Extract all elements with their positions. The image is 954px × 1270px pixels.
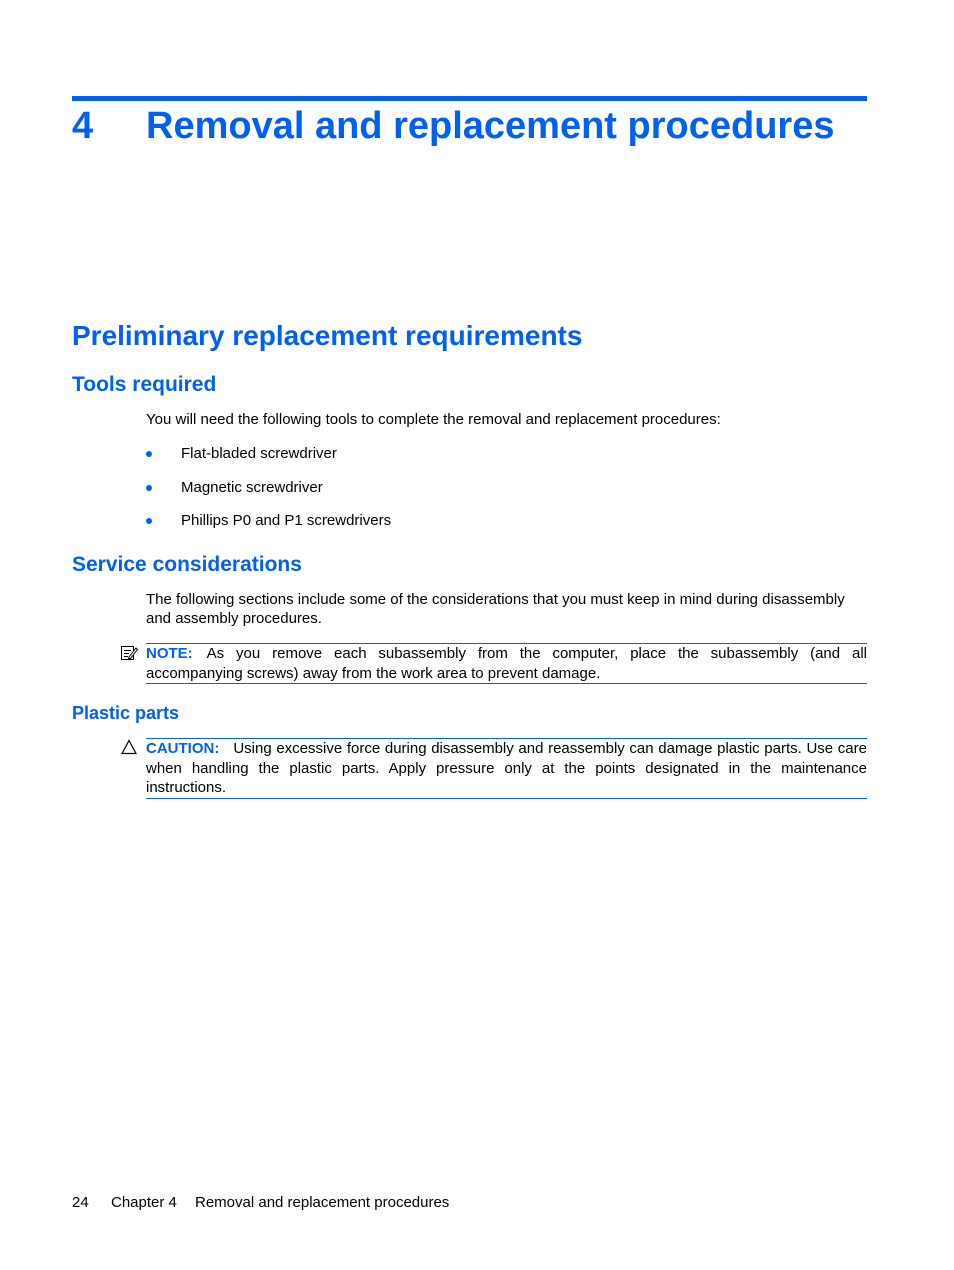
tools-heading: Tools required [72, 373, 217, 396]
footer-chapter-ref: Chapter 4 [111, 1194, 177, 1211]
section-title: Preliminary replacement requirements [72, 320, 583, 351]
note-icon [120, 644, 138, 662]
list-item: Phillips P0 and P1 screwdrivers [181, 512, 392, 529]
bullet-icon [146, 485, 152, 491]
chapter-rule [72, 96, 867, 101]
footer-chapter-title: Removal and replacement procedures [195, 1194, 450, 1211]
caution-callout [146, 738, 867, 799]
list-item: Magnetic screwdriver [181, 479, 323, 496]
note-callout [146, 643, 867, 684]
service-heading: Service considerations [72, 553, 302, 576]
note-label: NOTE: [146, 645, 193, 662]
note-text: As you remove each subassembly from the computer, place the subassembly (and all accompanying screws) away from the work area to prevent damage. [146, 645, 867, 682]
caution-icon [121, 739, 137, 755]
list-item: Flat-bladed screwdriver [181, 445, 337, 462]
service-intro: The following sections include some of the considerations that you must keep in mind during disassembly and assembly procedures. [146, 591, 845, 627]
bullet-icon [146, 518, 152, 524]
page-number: 24 [72, 1194, 89, 1211]
caution-text: Using excessive force during disassembly and reassembly can damage plastic parts. Use care when handling the plastic parts. Apply pressure only at the points designated in the maintenance instructions. [146, 740, 867, 796]
chapter-title: Removal and replacement procedures [146, 105, 835, 147]
bullet-icon [146, 451, 152, 457]
chapter-number: 4 [72, 105, 94, 147]
plastic-heading: Plastic parts [72, 703, 180, 723]
tools-intro: You will need the following tools to complete the removal and replacement procedures: [146, 411, 721, 428]
caution-label: CAUTION: [146, 740, 220, 757]
